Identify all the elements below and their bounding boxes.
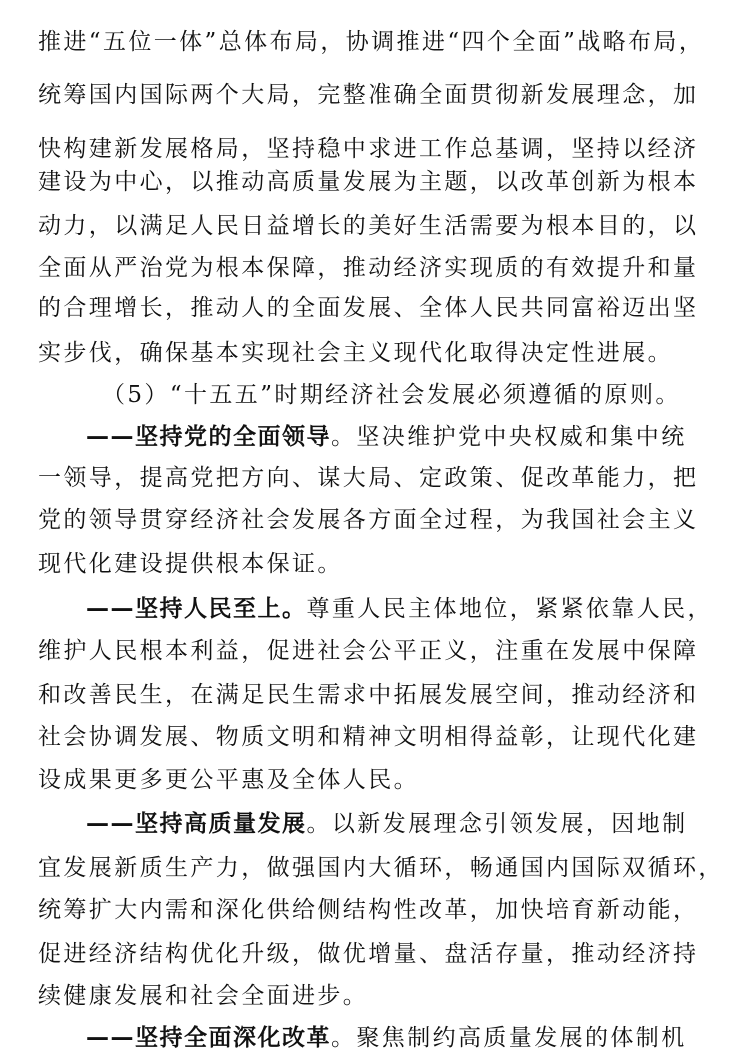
- principle-first-line: [86, 417, 718, 457]
- principle-text: 。以新发展理念引领发展，因地制: [306, 811, 688, 837]
- paragraph-line: 动力，以满足人民日益增长的美好生活需要为根本目的，以: [38, 213, 699, 239]
- principle-title: ——坚持高质量发展: [86, 811, 307, 837]
- principle-title: ——坚持人民至上。: [86, 596, 307, 622]
- principle-line: 统筹扩大内需和深化供给侧结构性改革，加快培育新动能，: [38, 897, 699, 923]
- principle-line: 和改善民生，在满足民生需求中拓展发展空间，推动经济和: [38, 682, 699, 708]
- principle-line: 社会协调发展、物质文明和精神文明相得益彰，让现代化建: [38, 724, 699, 750]
- principle-line: 一领导，提高党把方向、谋大局、定政策、促改革能力，把: [38, 465, 699, 491]
- principle-first-line: [86, 1018, 718, 1049]
- principle-line: 现代化建设提供根本保证。: [38, 551, 343, 577]
- principle-first-line: [86, 589, 718, 629]
- principle-text: 。坚决维护党中央权威和集中统: [331, 424, 687, 450]
- paragraph-line: 全面从严治党为根本保障，推动经济实现质的有效提升和量: [38, 255, 699, 281]
- paragraph-line: 的合理增长，推动人的全面发展、全体人民共同富裕迈出坚: [38, 295, 699, 321]
- principle-line: 设成果更多更公平惠及全体人民。: [38, 767, 419, 793]
- principle-line: 续健康发展和社会全面进步。: [38, 983, 369, 1009]
- paragraph-line: 快构建新发展格局，坚持稳中求进工作总基调，坚持以经济: [38, 136, 699, 162]
- paragraph-line: 建设为中心，以推动高质量发展为主题，以改革创新为根本: [38, 169, 699, 195]
- principle-line: 党的领导贯穿经济社会发展各方面全过程，为我国社会主义: [38, 507, 699, 533]
- principle-text: 。聚焦制约高质量发展的体制机: [331, 1025, 687, 1049]
- principle-title: ——坚持党的全面领导: [86, 424, 331, 450]
- paragraph-line: 推进“五位一体”总体布局，协调推进“四个全面”战略布局，: [38, 29, 705, 55]
- principle-text: 尊重人民主体地位，紧紧依靠人民，: [306, 596, 713, 622]
- principle-title: ——坚持全面深化改革: [86, 1025, 331, 1049]
- principle-line: 促进经济结构优化升级，做优增量、盘活存量，推动经济持: [38, 941, 699, 967]
- principle-first-line: [86, 804, 718, 844]
- principle-line: 宜发展新质生产力，做强国内大循环，畅通国内国际双循环，: [38, 855, 724, 881]
- principle-line: 维护人民根本利益，促进社会公平正义，注重在发展中保障: [38, 638, 699, 664]
- paragraph-line: 实步伐，确保基本实现社会主义现代化取得决定性进展。: [38, 340, 673, 366]
- section-heading: （5）“十五五”时期经济社会发展必须遵循的原则。: [102, 382, 681, 408]
- paragraph-line: 统筹国内国际两个大局，完整准确全面贯彻新发展理念，加: [38, 82, 699, 108]
